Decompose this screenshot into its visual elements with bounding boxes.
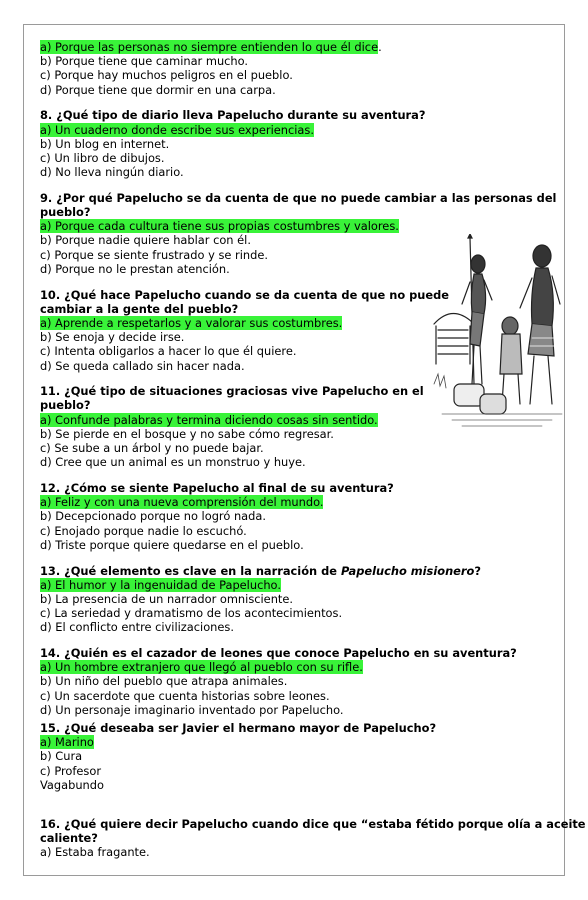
q13-question: 13. ¿Qué elemento es clave en la narración de Papelucho misionero? (40, 563, 481, 578)
q7-option-b: b) Porque tiene que caminar mucho. (40, 54, 249, 69)
q7-option-a: a) Porque las personas no siempre entienden lo que él dice. (40, 40, 382, 54)
q13-option-d: d) El conflicto entre civilizaciones. (40, 620, 234, 635)
q9-question-line2: pueblo? (40, 205, 91, 220)
q11-option-b: b) Se pierde en el bosque y no sabe cómo regresar. (40, 426, 334, 441)
q10-question-line1: 10. ¿Qué hace Papelucho cuando se da cuenta de que no puede (40, 287, 449, 302)
q15-question: 15. ¿Qué deseaba ser Javier el hermano mayor de Papelucho? (40, 721, 437, 736)
q14-option-b: b) Un niño del pueblo que atrapa animales. (40, 674, 288, 689)
q12-question: 12. ¿Cómo se siente Papelucho al final de su aventura? (40, 480, 394, 495)
q11-option-a: a) Confunde palabras y termina diciendo cosas sin sentido. (40, 412, 378, 427)
q8-option-d: d) No lleva ningún diario. (40, 165, 184, 180)
tribal-figures-sketch-icon (432, 234, 564, 430)
q13-option-c: c) La seriedad y dramatismo de los acontecimientos. (40, 606, 343, 621)
q8-option-b: b) Un blog en internet. (40, 136, 170, 151)
q8-option-a: a) Un cuaderno donde escribe sus experiencias. (40, 122, 314, 137)
q11-option-d: d) Cree que un animal es un monstruo y huye. (40, 455, 306, 470)
q12-option-b: b) Decepcionado porque no logró nada. (40, 509, 266, 524)
q10-option-c: c) Intenta obligarlos a hacer lo que él quiere. (40, 344, 297, 359)
q16-question-line1: 16. ¿Qué quiere decir Papelucho cuando dice que “estaba fétido porque olía a aceite (40, 817, 586, 832)
q15-option-c: c) Profesor (40, 763, 102, 778)
q9-option-d: d) Porque no le prestan atención. (40, 261, 230, 276)
q11-option-c: c) Se sube a un árbol y no puede bajar. (40, 441, 264, 456)
q14-option-a: a) Un hombre extranjero que llegó al pueblo con su rifle. (40, 660, 363, 675)
q10-option-b: b) Se enoja y decide irse. (40, 330, 185, 345)
q7-answer-highlight: a) Porque las personas no siempre entienden lo que él dice (40, 40, 379, 54)
q9-option-a: a) Porque cada cultura tiene sus propias costumbres y valores. (40, 219, 399, 234)
q12-option-c: c) Enojado porque nadie lo escuchó. (40, 523, 247, 538)
q16-option-a: a) Estaba fragante. (40, 845, 150, 860)
q10-option-d: d) Se queda callado sin hacer nada. (40, 358, 245, 373)
q9-question-line1: 9. ¿Por qué Papelucho se da cuenta de que no puede cambiar a las personas del (40, 190, 557, 205)
q13-option-a: a) El humor y la ingenuidad de Papelucho. (40, 577, 281, 592)
q15-option-b: b) Cura (40, 749, 83, 764)
q11-question-line2: pueblo? (40, 398, 91, 413)
q8-option-c: c) Un libro de dibujos. (40, 150, 165, 165)
q7-option-c: c) Porque hay muchos peligros en el pueblo. (40, 68, 293, 83)
q15-option-a: a) Marino (40, 735, 94, 750)
q14-option-d: d) Un personaje imaginario inventado por Papelucho. (40, 702, 344, 717)
q16-question-line2: caliente? (40, 831, 98, 846)
q14-question: 14. ¿Quién es el cazador de leones que conoce Papelucho en su aventura? (40, 646, 517, 661)
q9-option-c: c) Porque se siente frustrado y se rinde. (40, 247, 268, 262)
quiz-content (40, 40, 586, 860)
q10-option-a: a) Aprende a respetarlos y a valorar sus costumbres. (40, 315, 343, 330)
q11-question-line1: 11. ¿Qué tipo de situaciones graciosas vive Papelucho en el (40, 384, 424, 399)
q13-option-b: b) La presencia de un narrador omnisciente. (40, 591, 294, 606)
q14-option-c: c) Un sacerdote que cuenta historias sobre leones. (40, 688, 330, 703)
q12-option-d: d) Triste porque quiere quedarse en el pueblo. (40, 537, 304, 552)
q10-question-line2: cambiar a la gente del pueblo? (40, 301, 239, 316)
q12-option-a: a) Feliz y con una nueva comprensión del mundo. (40, 495, 324, 510)
q9-option-b: b) Porque nadie quiere hablar con él. (40, 233, 251, 248)
q8-question: 8. ¿Qué tipo de diario lleva Papelucho durante su aventura? (40, 108, 426, 123)
q7-option-d: d) Porque tiene que dormir en una carpa. (40, 82, 276, 97)
book-title: Papelucho misionero (340, 563, 475, 578)
q15-option-d: Vagabundo (40, 777, 104, 792)
